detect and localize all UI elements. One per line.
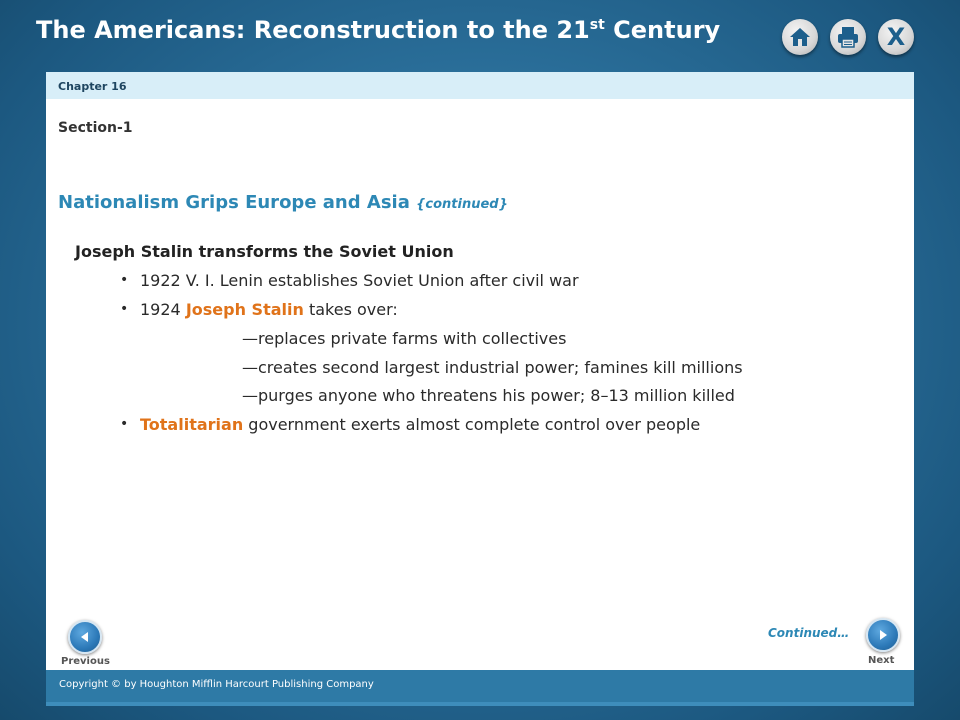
next-label[interactable]: Next	[868, 655, 895, 666]
sub-item: —replaces private farms with collectives	[242, 329, 567, 348]
footer-bar	[46, 670, 914, 706]
bullet-item: 1922 V. I. Lenin establishes Soviet Union after civil war	[140, 271, 579, 290]
content-panel	[46, 72, 914, 706]
heading-text: Nationalism Grips Europe and Asia	[58, 192, 410, 213]
bullet-prefix: 1924	[140, 300, 186, 319]
previous-button[interactable]	[68, 620, 102, 654]
bullet-item	[140, 415, 700, 434]
arrow-left-icon	[79, 631, 91, 643]
close-icon: X	[886, 23, 906, 51]
next-button[interactable]	[866, 618, 900, 652]
close-button[interactable]	[878, 19, 914, 55]
title-main: The Americans: Reconstruction to the 21	[36, 16, 590, 44]
section-label: Section-1	[58, 120, 133, 136]
copyright-text: Copyright © by Houghton Mifflin Harcourt Publishing Company	[59, 679, 374, 690]
chapter-bar	[46, 72, 914, 99]
title-superscript: st	[589, 17, 605, 33]
sub-item: —creates second largest industrial power; famines kill millions	[242, 358, 743, 377]
title-tail: Century	[604, 16, 721, 44]
bullet-suffix: takes over:	[303, 300, 398, 319]
home-icon	[789, 27, 811, 47]
subheading: Joseph Stalin transforms the Soviet Union	[75, 242, 454, 261]
chapter-label: Chapter 16	[58, 80, 127, 93]
continued-label: Continued…	[768, 626, 850, 640]
previous-label[interactable]: Previous	[61, 656, 110, 667]
bullet-item	[140, 300, 398, 319]
heading-continued: {continued}	[416, 197, 508, 212]
footer-stripe	[46, 702, 914, 706]
slide-heading	[58, 192, 508, 213]
bullet-marker: •	[120, 301, 129, 317]
highlight-term: Joseph Stalin	[185, 300, 304, 319]
highlight-term: Totalitarian	[140, 415, 244, 434]
bullet-suffix: government exerts almost complete control over people	[243, 415, 701, 434]
app-title	[36, 16, 720, 44]
bullet-marker: •	[120, 416, 129, 432]
home-button[interactable]	[782, 19, 818, 55]
bullet-marker: •	[120, 272, 129, 288]
print-icon	[837, 26, 859, 48]
print-button[interactable]	[830, 19, 866, 55]
sub-item: —purges anyone who threatens his power; 8–13 million killed	[242, 386, 735, 405]
arrow-right-icon	[877, 629, 889, 641]
